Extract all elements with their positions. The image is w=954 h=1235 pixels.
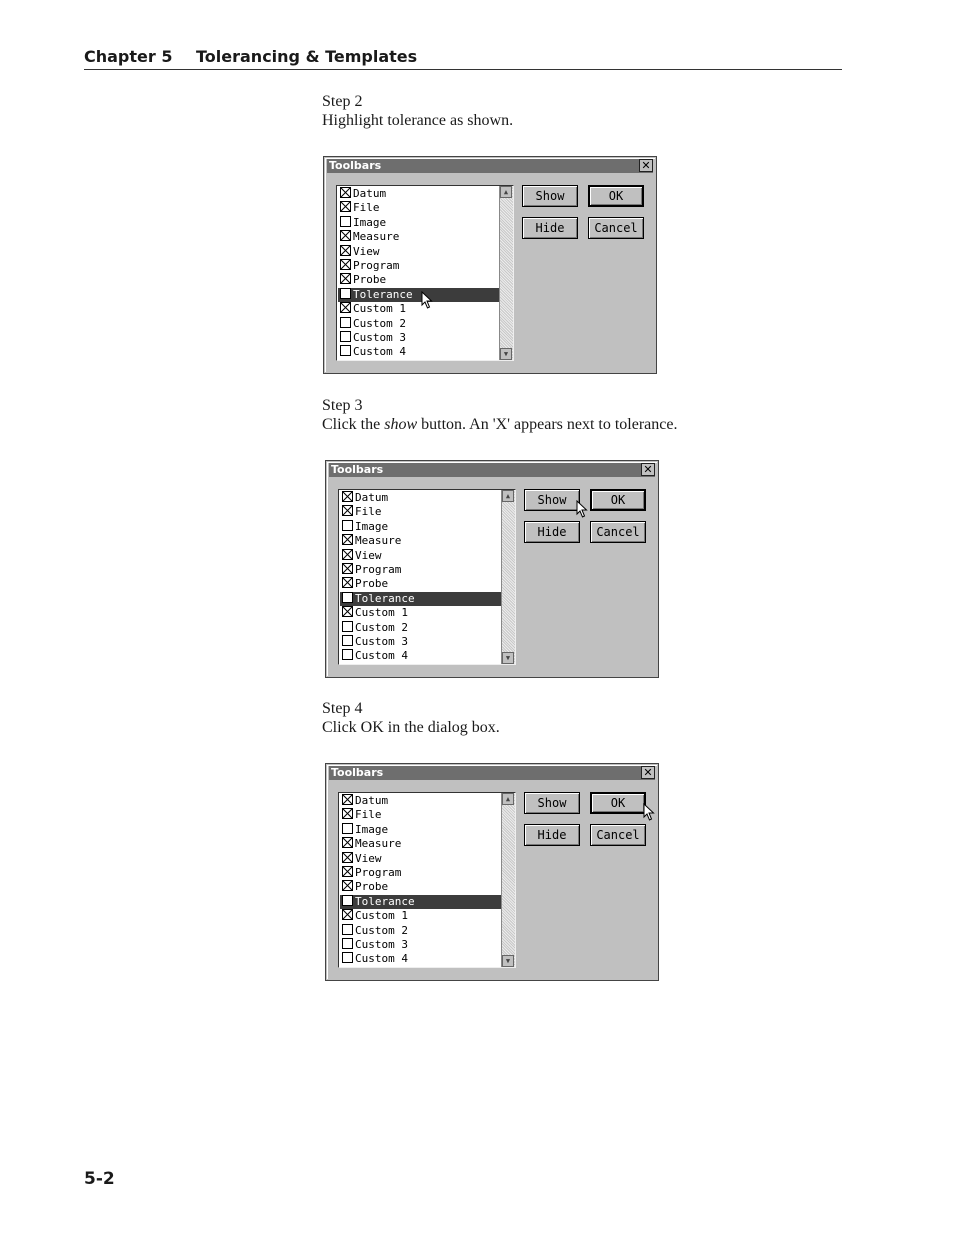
toolbar-item-label: View — [355, 548, 382, 562]
toolbar-item-label: Program — [355, 865, 402, 879]
scroll-up-arrow-icon[interactable]: ▲ — [502, 793, 514, 805]
checkbox-icon[interactable] — [342, 823, 353, 834]
toolbar-item-label: Datum — [353, 187, 387, 200]
toolbar-item-label: Image — [355, 519, 389, 533]
checkbox-icon[interactable] — [342, 880, 353, 891]
toolbar-item-label: Custom 3 — [355, 634, 408, 648]
toolbar-list-item[interactable] — [340, 491, 502, 505]
list-scrollbar[interactable] — [501, 490, 515, 664]
scroll-up-arrow-icon[interactable]: ▲ — [500, 186, 512, 198]
toolbar-item-label: Measure — [353, 230, 400, 244]
toolbar-list-item[interactable] — [338, 331, 500, 345]
toolbar-list-item[interactable] — [340, 852, 502, 866]
checkbox-icon[interactable] — [342, 938, 353, 949]
checkbox-icon[interactable] — [342, 895, 353, 906]
list-scrollbar[interactable] — [499, 186, 513, 360]
toolbar-item-label: Datum — [355, 491, 389, 504]
checkbox-icon[interactable] — [340, 216, 351, 227]
toolbar-list-item[interactable] — [340, 505, 502, 519]
checkbox-icon[interactable] — [340, 259, 351, 270]
toolbar-list-item[interactable] — [340, 563, 502, 577]
toolbar-item-label: Program — [353, 258, 400, 272]
toolbar-item-label: File — [355, 808, 382, 822]
toolbar-list-item[interactable] — [340, 794, 502, 808]
toolbar-item-label: Custom 1 — [353, 302, 406, 316]
hide-button[interactable]: Hide — [522, 217, 578, 239]
scroll-up-arrow-icon[interactable]: ▲ — [502, 490, 514, 502]
scroll-down-arrow-icon[interactable]: ▼ — [500, 348, 512, 360]
ok-button[interactable]: OK — [588, 185, 644, 207]
toolbar-item-label: Datum — [355, 794, 389, 807]
close-icon[interactable]: ✕ — [641, 766, 655, 779]
checkbox-icon[interactable] — [342, 520, 353, 531]
scroll-down-arrow-icon[interactable]: ▼ — [502, 955, 514, 967]
checkbox-icon[interactable] — [342, 649, 353, 660]
toolbar-item-label: View — [353, 244, 380, 258]
checkbox-icon[interactable] — [342, 909, 353, 920]
page-header — [84, 46, 842, 70]
checkbox-icon[interactable] — [342, 606, 353, 617]
toolbar-list-item[interactable] — [338, 187, 500, 201]
toolbar-list-item[interactable] — [340, 649, 502, 663]
step-text: Click OK in the dialog box. — [322, 719, 500, 736]
toolbar-list-item[interactable] — [340, 606, 502, 620]
show-button[interactable]: Show — [524, 792, 580, 814]
step-3 — [322, 396, 677, 434]
toolbar-list-item[interactable] — [340, 808, 502, 822]
checkbox-icon[interactable] — [342, 852, 353, 863]
toolbar-list[interactable] — [338, 792, 516, 968]
checkbox-icon[interactable] — [342, 635, 353, 646]
toolbar-list-item[interactable] — [340, 534, 502, 548]
dialog-titlebar[interactable] — [327, 159, 653, 173]
toolbar-list-item[interactable] — [338, 345, 500, 359]
toolbar-list-item[interactable] — [340, 592, 502, 606]
checkbox-icon[interactable] — [342, 592, 353, 603]
toolbar-list-item[interactable] — [340, 866, 502, 880]
cancel-button[interactable]: Cancel — [590, 824, 646, 846]
toolbar-item-label: Measure — [355, 837, 402, 851]
toolbar-list-item[interactable] — [340, 621, 502, 635]
step-label: Step 4 — [322, 700, 363, 717]
list-scrollbar[interactable] — [501, 793, 515, 967]
toolbar-item-label: Custom 2 — [355, 923, 408, 937]
step-label: Step 2 — [322, 93, 363, 110]
toolbar-list-item[interactable] — [340, 823, 502, 837]
toolbar-item-label: Image — [355, 822, 389, 836]
toolbar-item-label: Tolerance — [353, 287, 413, 301]
scroll-down-arrow-icon[interactable]: ▼ — [502, 652, 514, 664]
toolbar-list-item[interactable] — [340, 924, 502, 938]
toolbar-list[interactable] — [336, 185, 514, 361]
toolbar-list-item[interactable] — [338, 216, 500, 230]
checkbox-icon[interactable] — [342, 837, 353, 848]
checkbox-icon[interactable] — [342, 924, 353, 935]
toolbar-list-item[interactable] — [338, 317, 500, 331]
checkbox-icon[interactable] — [342, 505, 353, 516]
page-number: 5-2 — [84, 1169, 115, 1189]
dialog-titlebar[interactable] — [329, 463, 655, 477]
toolbar-list-items — [340, 794, 502, 967]
toolbar-item-label: Custom 2 — [353, 316, 406, 330]
toolbar-item-label: Custom 1 — [355, 606, 408, 620]
toolbar-list-item[interactable] — [340, 520, 502, 534]
toolbar-item-label: Probe — [353, 273, 387, 287]
checkbox-icon[interactable] — [340, 317, 351, 328]
cancel-button[interactable]: Cancel — [588, 217, 644, 239]
dialog-title: Toolbars — [331, 463, 384, 476]
toolbar-list-item[interactable] — [340, 635, 502, 649]
toolbar-list-item[interactable] — [340, 895, 502, 909]
toolbar-item-label: Tolerance — [355, 591, 415, 605]
toolbar-item-label: Custom 3 — [353, 330, 406, 344]
hide-button[interactable]: Hide — [524, 824, 580, 846]
checkbox-icon[interactable] — [342, 563, 353, 574]
toolbar-list-item[interactable] — [338, 201, 500, 215]
toolbar-list-items — [340, 491, 502, 664]
ok-button[interactable]: OK — [590, 489, 646, 511]
toolbar-list-item[interactable] — [340, 938, 502, 952]
show-button[interactable]: Show — [522, 185, 578, 207]
toolbar-item-label: Custom 4 — [355, 649, 408, 663]
toolbar-item-label: File — [353, 201, 380, 215]
checkbox-icon[interactable] — [342, 866, 353, 877]
toolbar-item-label: Measure — [355, 534, 402, 548]
chapter-number: Chapter 5 — [84, 47, 173, 66]
cancel-button[interactable]: Cancel — [590, 521, 646, 543]
chapter-title: Tolerancing & Templates — [196, 47, 418, 66]
dialog-title: Toolbars — [331, 766, 384, 779]
toolbar-item-label: Custom 1 — [355, 909, 408, 923]
toolbar-list-items — [338, 187, 500, 360]
checkbox-icon[interactable] — [340, 245, 351, 256]
toolbar-item-label: File — [355, 505, 382, 519]
toolbar-item-label: Tolerance — [355, 894, 415, 908]
toolbar-item-label: Custom 2 — [355, 620, 408, 634]
toolbar-item-label: Custom 4 — [353, 345, 406, 359]
mouse-pointer-icon — [576, 500, 588, 518]
checkbox-icon[interactable] — [342, 952, 353, 963]
toolbar-item-label: Probe — [355, 577, 389, 591]
toolbar-item-label: Probe — [355, 880, 389, 894]
checkbox-icon[interactable] — [340, 273, 351, 284]
toolbar-item-label: Custom 3 — [355, 937, 408, 951]
step-text-part: Click the — [322, 416, 385, 433]
toolbar-list-item[interactable] — [338, 288, 500, 302]
checkbox-icon[interactable] — [340, 230, 351, 241]
toolbars-dialog — [325, 763, 659, 981]
ok-button[interactable]: OK — [590, 792, 646, 814]
toolbar-list-item[interactable] — [338, 302, 500, 316]
dialog-titlebar[interactable] — [329, 766, 655, 780]
mouse-pointer-icon — [643, 803, 655, 821]
toolbar-list-item[interactable] — [338, 230, 500, 244]
checkbox-icon[interactable] — [342, 534, 353, 545]
checkbox-icon[interactable] — [342, 491, 353, 502]
close-icon[interactable]: ✕ — [641, 463, 655, 476]
checkbox-icon[interactable] — [340, 187, 351, 198]
checkbox-icon[interactable] — [340, 345, 351, 356]
step-text-part: button. An 'X' appears next to tolerance. — [417, 416, 678, 433]
step-2 — [322, 92, 513, 130]
toolbar-list-item[interactable] — [340, 837, 502, 851]
checkbox-icon[interactable] — [340, 302, 351, 313]
mouse-pointer-icon — [421, 291, 433, 309]
show-button[interactable]: Show — [524, 489, 580, 511]
toolbar-list-item[interactable] — [340, 880, 502, 894]
checkbox-icon[interactable] — [342, 577, 353, 588]
checkbox-icon[interactable] — [340, 331, 351, 342]
toolbar-list-item[interactable] — [340, 549, 502, 563]
toolbar-item-label: Image — [353, 215, 387, 229]
checkbox-icon[interactable] — [340, 288, 351, 299]
toolbar-list-item[interactable] — [340, 909, 502, 923]
toolbar-list-item[interactable] — [340, 577, 502, 591]
toolbars-dialog — [325, 460, 659, 678]
toolbar-list-item[interactable] — [338, 259, 500, 273]
toolbar-item-label: Custom 4 — [355, 952, 408, 966]
checkbox-icon[interactable] — [342, 808, 353, 819]
step-text: Highlight tolerance as shown. — [322, 112, 514, 129]
step-text — [322, 415, 677, 434]
dialog-title: Toolbars — [329, 159, 382, 172]
step-text-emphasis: show — [384, 416, 418, 433]
hide-button[interactable]: Hide — [524, 521, 580, 543]
toolbar-list-item[interactable] — [340, 952, 502, 966]
toolbars-dialog — [323, 156, 657, 374]
checkbox-icon[interactable] — [340, 201, 351, 212]
toolbar-list[interactable] — [338, 489, 516, 665]
checkbox-icon[interactable] — [342, 794, 353, 805]
toolbar-list-item[interactable] — [338, 273, 500, 287]
toolbar-list-item[interactable] — [338, 245, 500, 259]
checkbox-icon[interactable] — [342, 549, 353, 560]
step-4 — [322, 699, 500, 737]
toolbar-item-label: View — [355, 851, 382, 865]
toolbar-item-label: Program — [355, 562, 402, 576]
close-icon[interactable]: ✕ — [639, 159, 653, 172]
step-label: Step 3 — [322, 397, 363, 414]
checkbox-icon[interactable] — [342, 621, 353, 632]
